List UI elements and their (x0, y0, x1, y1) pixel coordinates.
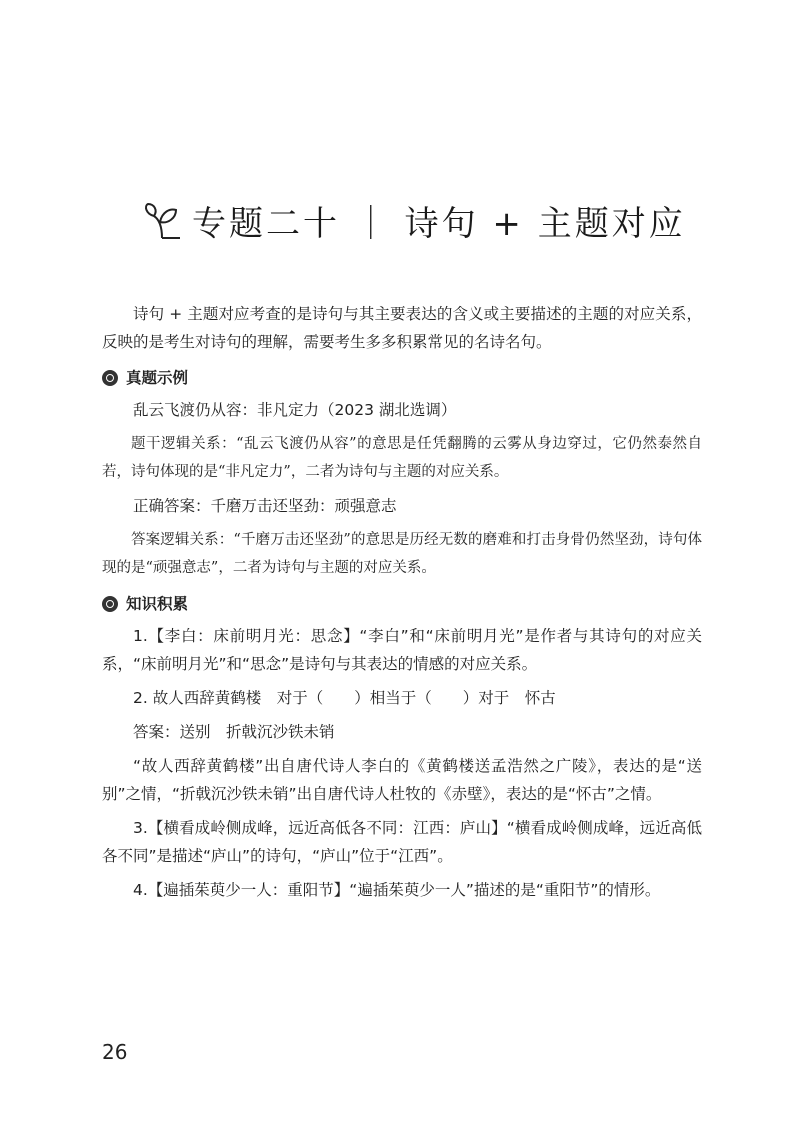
section-heading-knowledge (102, 590, 702, 618)
section-heading-label: 知识积累 (126, 595, 189, 613)
page-number: 26 (102, 1040, 128, 1064)
knowledge-item-2-explain: “故人西辞黄鹤楼”出自唐代诗人李白的《黄鹤楼送孟浩然之广陵》，表达的是“送别”之情，“折戟沉沙铁未销”出自唐代诗人杜牧的《赤壁》，表达的是“怀古”之情。 (102, 757, 702, 803)
section-heading-real (102, 364, 702, 392)
sprout-icon (140, 198, 186, 244)
knowledge-item-2: 2. 故人西辞黄鹤楼 对于（ ）相当于（ ）对于 怀古 (133, 689, 556, 707)
real-answer: 正确答案：千磨万击还坚劲：顽强意志 (133, 497, 397, 515)
section-heading-label: 真题示例 (126, 369, 189, 387)
title-block (140, 196, 686, 245)
knowledge-item-4: 4.【遍插茱萸少一人：重阳节】“遍插茱萸少一人”描述的是“重阳节”的情形。 (133, 881, 661, 899)
knowledge-item-3: 3.【横看成岭侧成峰，远近高低各不同：江西：庐山】“横看成岭侧成峰，远近高低各不同”是描述“庐山”的诗句，“庐山”位于“江西”。 (102, 819, 702, 865)
main-content (102, 300, 702, 910)
section-badge-icon (102, 596, 118, 612)
knowledge-item-2-answer: 答案：送别 折戟沉沙铁未销 (133, 723, 335, 741)
page-title: 专题二十 ｜ 诗句 + 主题对应 (192, 204, 686, 244)
real-logic: 题干逻辑关系：“乱云飞渡仍从容”的意思是任凭翻腾的云雾从身边穿过，它仍然泰然自若，诗句体现的是“非凡定力”，二者为诗句与主题的对应关系。 (102, 436, 702, 480)
knowledge-item-1: 1.【李白：床前明月光：思念】“李白”和“床前明月光”是作者与其诗句的对应关系，“床前明月光”和“思念”是诗句与其表达的情感的对应关系。 (102, 627, 702, 673)
section-badge-icon (102, 370, 118, 386)
real-question: 乱云飞渡仍从容：非凡定力（2023 湖北选调） (133, 401, 457, 419)
intro-paragraph: 诗句 + 主题对应考查的是诗句与其主要表达的含义或主要描述的主题的对应关系，反映的是考生对诗句的理解，需要考生多多积累常见的名诗名句。 (102, 305, 702, 351)
real-answer-logic: 答案逻辑关系：“千磨万击还坚劲”的意思是历经无数的磨难和打击身骨仍然坚劲，诗句体现的是“顽强意志”，二者为诗句与主题的对应关系。 (102, 532, 702, 576)
